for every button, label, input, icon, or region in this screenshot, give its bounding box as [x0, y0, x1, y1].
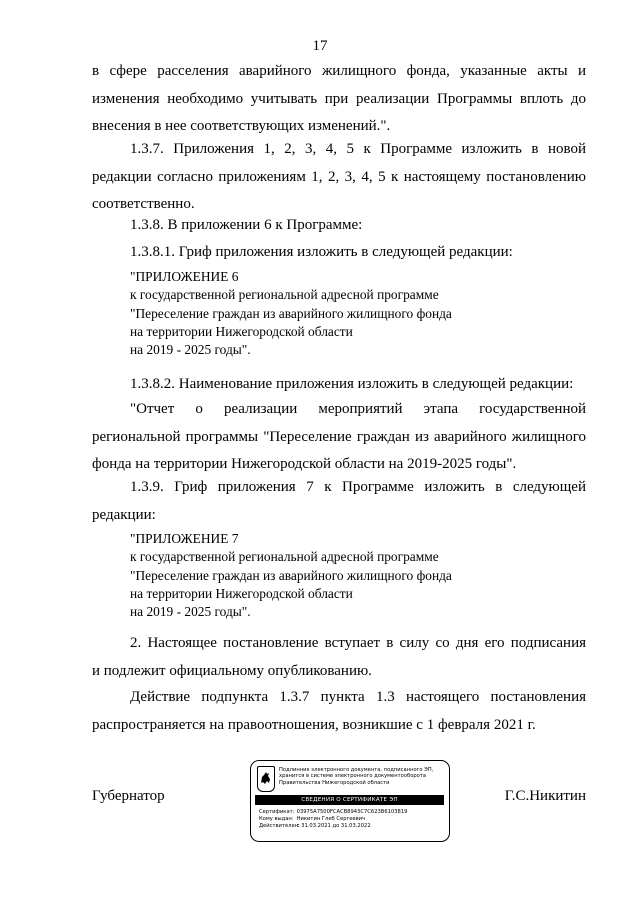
- grif-line: к государственной региональной адресной программе: [130, 287, 439, 303]
- paragraph-report-name: [92, 396, 586, 479]
- stamp-value: 03975A7500FCACB8943C7C623B6103819: [296, 809, 408, 815]
- electronic-signature-stamp: [250, 760, 450, 842]
- paragraph-continuation: [92, 58, 586, 141]
- text-line: редакции:: [92, 506, 156, 523]
- page-number: 17: [312, 38, 328, 54]
- stamp-row-certificate: [259, 809, 445, 816]
- grif-line: на территории Нижегородской области: [130, 323, 353, 339]
- text-line: внесения в нее соответствующих изменений.".: [92, 118, 391, 134]
- stamp-label: Действителен:: [259, 823, 300, 830]
- paragraph-1-3-9: [92, 474, 586, 529]
- coat-of-arms-icon: [257, 766, 275, 792]
- grif-line: на 2019 - 2025 годы".: [130, 604, 251, 620]
- grif-line: к государственной региональной адресной программе: [130, 549, 439, 565]
- stamp-label: Сертификат:: [259, 809, 295, 815]
- stamp-value: Никитин Глеб Сергеевич: [296, 816, 366, 823]
- grif-line: на 2019 - 2025 годы".: [130, 342, 251, 358]
- paragraph-1-3-8-1: 1.3.8.1. Гриф приложения изложить в следующей редакции:: [130, 244, 513, 260]
- text-line: 1.3.9. Гриф приложения 7 к Программе изложить в следующей: [130, 479, 586, 495]
- text-line: в сфере расселения аварийного жилищного фонда, указанные акты и: [92, 63, 586, 79]
- text-line: "Отчет о реализации мероприятий этапа государственной: [130, 401, 586, 417]
- text-line: распространяется на правоотношения, возникшие с 1 февраля 2021 г.: [92, 716, 536, 733]
- text-line: 2. Настоящее постановление вступает в силу со дня его подписания: [130, 635, 586, 651]
- grif-line: "ПРИЛОЖЕНИЕ 6: [130, 269, 239, 284]
- stamp-certificate-bar: СВЕДЕНИЯ О СЕРТИФИКАТЕ ЭП: [255, 795, 444, 805]
- signature-position: Губернатор: [92, 788, 165, 804]
- stamp-label: Кому выдан:: [259, 816, 294, 823]
- grif-appendix-7: [130, 530, 586, 621]
- text-line: соответственно.: [92, 196, 195, 212]
- paragraph-effect: [92, 684, 586, 739]
- grif-line: "ПРИЛОЖЕНИЕ 7: [130, 531, 239, 546]
- paragraph-1-3-8-2: 1.3.8.2. Наименование приложения изложить в следующей редакции:: [130, 376, 574, 392]
- text-line: 1.3.7. Приложения 1, 2, 3, 4, 5 к Программе изложить в новой: [130, 141, 586, 157]
- text-line: фонда на территории Нижегородской области на 2019-2025 годы".: [92, 456, 517, 472]
- grif-line: "Переселение граждан из аварийного жилищного фонда: [130, 567, 452, 583]
- stamp-line: Правительства Нижегородской области: [279, 779, 390, 786]
- text-line: редакции согласно приложениям 1, 2, 3, 4, 5 к настоящему постановлению: [92, 168, 586, 185]
- paragraph-1-3-8: 1.3.8. В приложении 6 к Программе:: [130, 217, 363, 233]
- grif-line: на территории Нижегородской области: [130, 585, 353, 601]
- stamp-certificate-info: [259, 809, 445, 831]
- grif-line: "Переселение граждан из аварийного жилищного фонда: [130, 305, 452, 321]
- grif-appendix-6: [130, 268, 586, 359]
- stamp-line: хранится в системе электронного документооборота: [279, 773, 427, 780]
- stamp-row-valid: [259, 823, 445, 830]
- text-line: Действие подпункта 1.3.7 пункта 1.3 настоящего постановления: [130, 689, 586, 705]
- stamp-header-text: [279, 767, 445, 786]
- paragraph-1-3-7: [92, 136, 586, 219]
- text-line: региональной программы "Переселение граждан из аварийного жилищного: [92, 428, 586, 445]
- stamp-line: Подлинник электронного документа, подписанного ЭП,: [279, 767, 434, 773]
- stamp-value: с 31.03.2021 до 31.03.2022: [296, 823, 371, 830]
- text-line: изменения необходимо учитывать при реализации Программы вплоть до: [92, 90, 586, 107]
- paragraph-2: [92, 630, 586, 685]
- text-line: и подлежит официальному опубликованию.: [92, 662, 372, 679]
- signature-name: Г.С.Никитин: [504, 788, 586, 804]
